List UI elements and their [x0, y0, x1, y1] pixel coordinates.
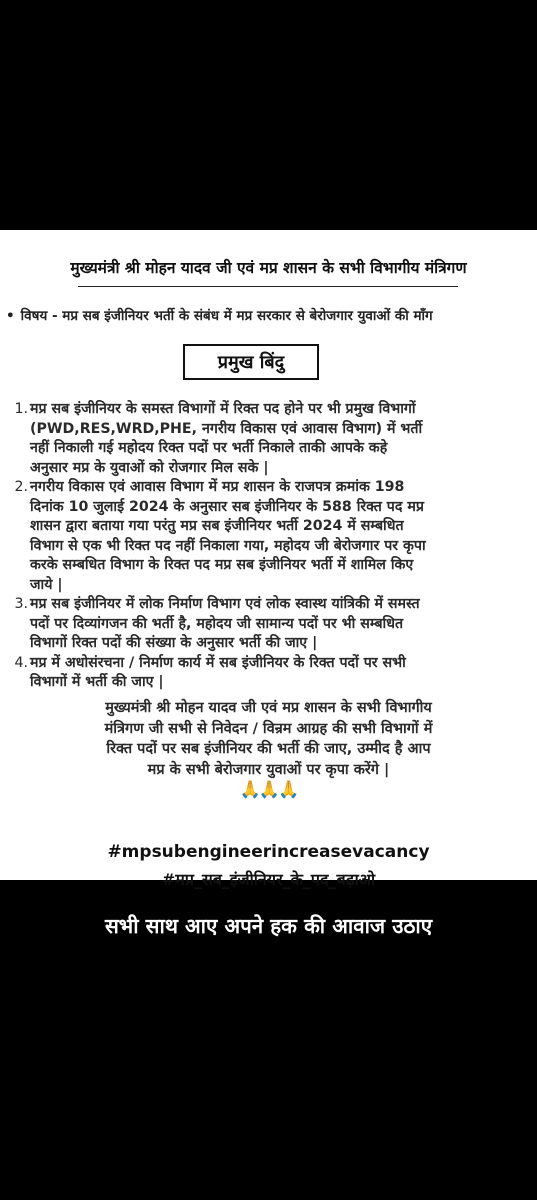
- key-points-list: [4, 400, 531, 693]
- list-item-line: विभागों में भर्ती की जाए |: [30, 674, 164, 690]
- appeal-paragraph: [40, 698, 497, 802]
- subject-line: [6, 306, 533, 324]
- poster-heading: मुख्यमंत्री श्री मोहन यादव जी एवं मप्र शासन के सभी विभागीय मंत्रिगण: [70, 259, 467, 277]
- appeal-line: रिक्त पदों पर सब इंजीनियर की भर्ती की जाए, उम्मीद है आप: [106, 741, 431, 757]
- list-item: [4, 400, 531, 478]
- hashtag-english: #mpsubengineerincreasevacancy: [107, 842, 430, 862]
- list-item-line: मप्र सब इंजीनियर के समस्त विभागों में रिक्त पद होने पर भी प्रमुख विभागों: [30, 401, 416, 417]
- list-item-line: करके सम्बधित विभाग के रिक्त पद मप्र सब इंजीनियर भर्ती में शामिल किए: [30, 557, 414, 573]
- list-item: [4, 654, 531, 693]
- poster-image: [0, 230, 537, 889]
- appeal-line: मप्र के सभी बेरोजगार युवाओं पर कृपा करेंगे |: [147, 761, 390, 778]
- list-item-line: शासन द्वारा बताया गया परंतु मप्र सब इंजीनियर भर्ती 2024 में सम्बधित: [30, 518, 404, 534]
- footer-caption: सभी साथ आए अपने हक की आवाज उठाए: [104, 914, 433, 938]
- list-item-number: 3.: [14, 596, 28, 612]
- appeal-line: मंत्रिगण जी सभी से निवेदन / विन्रम आग्रह की सभी विभागों में: [104, 720, 433, 737]
- bullet-icon: •: [6, 308, 15, 324]
- list-item-line: अनुसार मप्र के युवाओं को रोजगार मिल सके |: [30, 459, 269, 476]
- list-item-line: विभाग से एक भी रिक्त पद नहीं निकाला गया, महोदय जी बेरोजगार पर कृपा: [30, 537, 426, 554]
- list-item-line: मप्र में अधोसंरचना / निर्माण कार्य में सब इंजीनियर के रिक्त पदों पर सभी: [30, 654, 406, 671]
- appeal-line: मुख्यमंत्री श्री मोहन यादव जी एवं मप्र शासन के सभी विभागीय: [105, 700, 432, 716]
- list-item-line: नगरीय विकास एवं आवास विभाग में मप्र शासन के राजपत्र क्रमांक 198: [30, 479, 405, 495]
- list-item-text: [30, 400, 531, 478]
- list-item-number: 4.: [14, 654, 28, 671]
- hashtag-hindi: #मप्र_सब_इंजीनियर_के_पद_बढ़ाओ: [161, 870, 376, 889]
- subject-text: विषय - मप्र सब इंजीनियर भर्ती के संबंध में मप्र सरकार से बेरोजगार युवाओं की माँग: [20, 308, 433, 324]
- list-item-line: मप्र सब इंजीनियर में लोक निर्माण विभाग एवं लोक स्वास्थ यांत्रिकी में समस्त: [30, 596, 420, 612]
- list-item-line: (PWD,RES,WRD,PHE, नगरीय विकास एवं आवास विभाग) में भर्ती: [30, 420, 423, 437]
- list-item-text: [30, 478, 531, 595]
- list-item-number: 2.: [14, 479, 28, 495]
- key-points-badge: प्रमुख बिंदु: [183, 344, 319, 380]
- list-item-text: [30, 654, 531, 693]
- list-item-line: विभागों रिक्त पदों की संख्या के अनुसार भर्ती की जाए |: [30, 635, 318, 651]
- folded-hands-icon: 🙏🙏🙏: [239, 780, 298, 800]
- list-item-line: दिनांक 10 जुलाई 2024 के अनुसार सब इंजीनियर के 588 रिक्त पद मप्र: [30, 498, 424, 515]
- list-item-line: नहीं निकाली गई महोदय रिक्त पदों पर भर्ती निकाले ताकी आपके कहे: [30, 440, 388, 456]
- heading-divider: [78, 286, 458, 287]
- list-item: [4, 478, 531, 595]
- list-item-number: 1.: [14, 401, 28, 417]
- list-item-line: जाये |: [30, 576, 63, 593]
- list-item-line: पदों पर दिव्यांगजन की भर्ती है, महोदय जी सामान्य पदों पर भी सम्बधित: [30, 615, 404, 632]
- list-item-text: [30, 595, 531, 654]
- list-item: [4, 595, 531, 654]
